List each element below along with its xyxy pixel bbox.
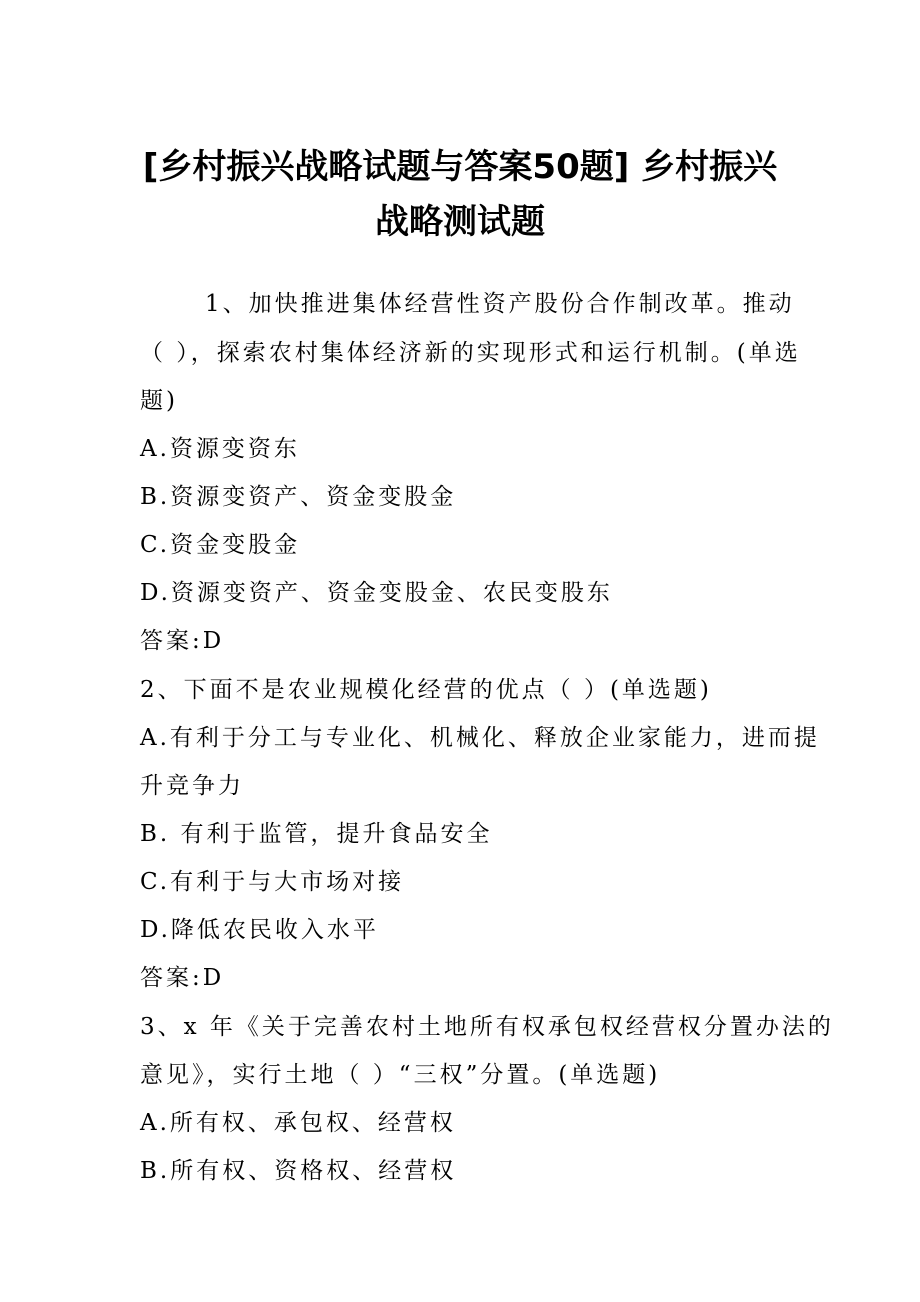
question-1-answer: 答案:D xyxy=(140,628,225,654)
question-3-text: 3、x 年《关于完善农村土地所有权承包权经营权分置办法的 xyxy=(140,1014,834,1040)
question-3-text-continued: 意见》，实行土地（ ）“三权”分置。(单选题) xyxy=(140,1062,661,1088)
question-1-text-continued: （ ），探索农村集体经济新的实现形式和运行机制。(单选 xyxy=(140,340,801,366)
question-1-text: 1、加快推进集体经营性资产股份合作制改革。推动 xyxy=(205,291,795,317)
question-2-option-d: D.降低农民收入水平 xyxy=(140,917,379,943)
question-3-option-a: A.所有权、承包权、经营权 xyxy=(140,1110,456,1136)
question-2-option-c: C.有利于与大市场对接 xyxy=(140,869,405,895)
question-1-option-d: D.资源变资产、资金变股金、农民变股东 xyxy=(140,580,613,606)
question-2-option-a: A.有利于分工与专业化、机械化、释放企业家能力，进而提 xyxy=(140,725,820,751)
document-title: [乡村振兴战略试题与答案50题] 乡村振兴 xyxy=(142,147,778,187)
question-1-option-c: C.资金变股金 xyxy=(140,532,301,558)
question-3-option-b: B.所有权、资格权、经营权 xyxy=(140,1158,457,1184)
question-1-option-a: A.资源变资东 xyxy=(140,436,300,462)
question-2-answer: 答案:D xyxy=(140,965,225,991)
question-2-option-a-continued: 升竞争力 xyxy=(140,773,244,799)
question-2-text: 2、下面不是农业规模化经营的优点（ ）(单选题) xyxy=(140,677,712,703)
question-1-option-b: B.资源变资产、资金变股金 xyxy=(140,484,457,510)
question-2-option-b: B. 有利于监管，提升食品安全 xyxy=(140,821,493,847)
question-1-type: 题) xyxy=(140,388,178,414)
document-title-continued: 战略测试题 xyxy=(375,202,545,242)
